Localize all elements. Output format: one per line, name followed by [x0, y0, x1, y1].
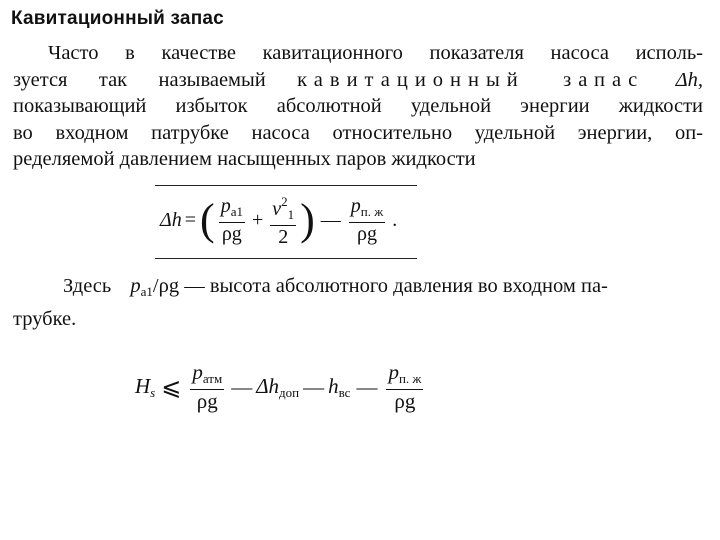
note-line: трубке. [13, 307, 77, 330]
body-paragraph [13, 40, 703, 173]
minus-sign: — [320, 208, 341, 231]
paragraph-line [13, 67, 703, 94]
note-expr-rest: /ρg [152, 275, 180, 297]
numerator-subscript: п. ж [398, 371, 422, 386]
vapor-pressure-fraction [386, 362, 423, 412]
formula-top-rule [155, 185, 417, 186]
h-subscript: вс [338, 384, 351, 400]
formula-bottom-rule [155, 258, 417, 259]
note-text: Здесь [63, 275, 112, 297]
fraction-denominator: 2 [278, 226, 289, 248]
minus-sign: — [231, 374, 253, 399]
fraction-numerator: p [388, 360, 399, 384]
pressure-fraction [219, 196, 245, 245]
paragraph-line: показывающий избыток абсолютной удельной энергии жидкости [13, 95, 703, 117]
paragraph-line: во входном патрубке насоса относительно удельной энергии, оп- [13, 121, 703, 144]
delta-h-term: Δh [256, 373, 280, 398]
h-term: h [328, 373, 339, 398]
numerator-subscript: атм [202, 371, 223, 386]
numerator-subscript: a1 [230, 203, 243, 219]
less-or-equal-sign: ⩽ [161, 374, 182, 401]
velocity-fraction [270, 192, 296, 248]
fraction-numerator: p [350, 194, 361, 217]
vapor-pressure-fraction [349, 196, 385, 245]
paragraph-line: Часто в качестве кавитационного показателя насоса исполь- [48, 42, 703, 64]
minus-sign: — [303, 374, 325, 399]
delta-h-subscript: доп [279, 384, 300, 400]
paragraph-text: зуется так называемый [13, 68, 266, 91]
fraction-numerator: p [220, 194, 231, 217]
fraction-numerator: v [272, 198, 282, 220]
fraction-denominator: ρg [221, 222, 242, 245]
note-expr-subscript: a1 [140, 284, 153, 299]
velocity-superscript: 2 [281, 194, 288, 209]
suction-height-formula [135, 362, 426, 412]
note-expr-p: p [130, 275, 141, 297]
velocity-subscript: 1 [287, 207, 295, 222]
formula-lhs: H [135, 373, 151, 398]
fraction-denominator: ρg [196, 389, 218, 413]
left-paren: ( [200, 195, 215, 244]
fraction-denominator: ρg [394, 389, 416, 413]
minus-sign: — [356, 374, 378, 399]
cavitation-margin-formula [160, 192, 397, 248]
right-paren: ) [300, 195, 315, 244]
paragraph-line: ределяемой давлением насыщенных паров жидкости [13, 148, 476, 170]
lhs-subscript: s [150, 384, 156, 400]
emphasized-term: кавитационный запас [297, 68, 645, 91]
section-heading: Кавитационный запас [11, 8, 224, 29]
note-line [13, 273, 703, 306]
formula-lhs: Δh [160, 208, 182, 231]
equals-sign: = [184, 208, 197, 231]
explanation-note [13, 273, 703, 332]
note-text: — высота абсолютного давления во входном па- [184, 275, 608, 297]
period: . [392, 208, 398, 231]
numerator-subscript: п. ж [360, 203, 384, 219]
fraction-denominator: ρg [357, 222, 378, 245]
fraction-numerator: p [192, 360, 203, 384]
plus-sign: + [251, 208, 264, 231]
delta-h-symbol: Δh, [675, 68, 703, 91]
atmospheric-fraction [190, 362, 224, 412]
